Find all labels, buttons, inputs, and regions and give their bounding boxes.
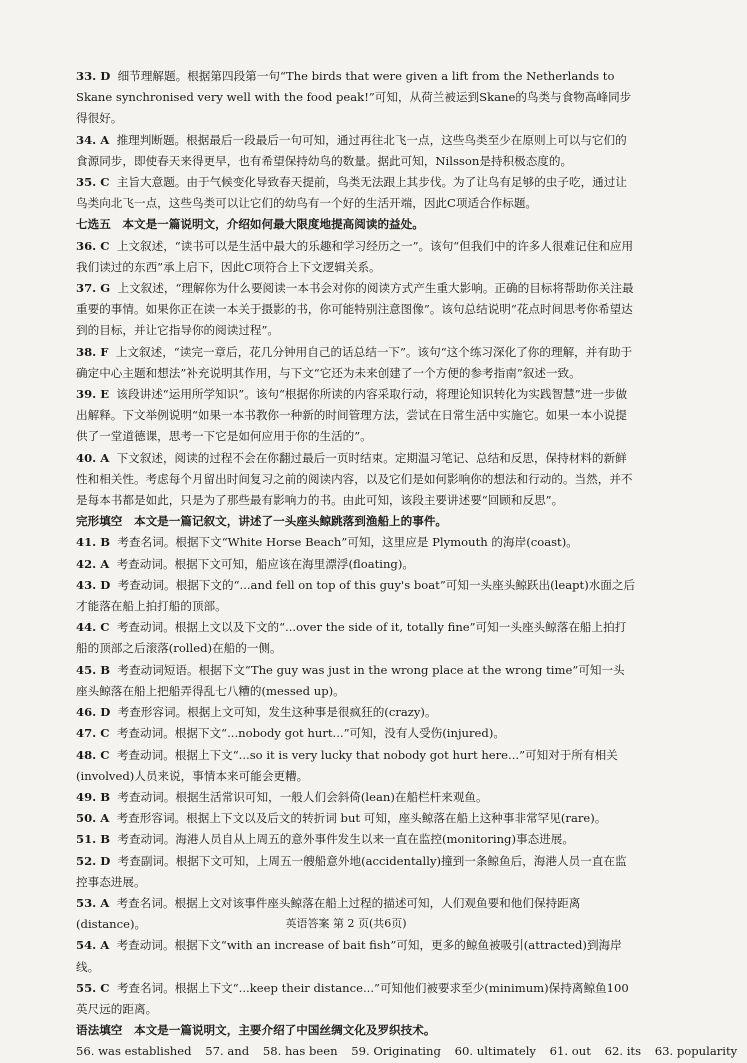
answer-entry: 55. C 考查名词。根据上下文“...keep their distance...”可知他们被要求至少(minimum)保持离鲸鱼100英尺远的距离。 — [76, 980, 629, 1016]
section-heading-grammar-fill: 语法填空 本文是一篇说明文，主要介绍了中国丝绸文化及罗织技术。 — [76, 1023, 436, 1038]
answer-entry: 43. D 考查动词。根据下文的“...and fell on top of this guy's boat”可知一头座头鲸跃出(leapt)水面之后才能落在船上拍打船的顶部。 — [76, 577, 636, 614]
page-footer: 英语答案 第 2 页(共6页) — [285, 917, 407, 930]
grammar-answer: 60. ultimately — [454, 1044, 536, 1059]
grammar-answer: 62. its — [604, 1044, 642, 1059]
grammar-answer: 63. popularity — [654, 1044, 738, 1059]
answer-entry: 42. A 考查动词。根据下文可知，船应该在海里漂浮(floating)。 — [76, 556, 414, 571]
answer-entry: 50. A 考查形容词。根据上下文以及后文的转折词 but 可知，座头鲸落在船上这种事非常罕见(rare)。 — [76, 811, 607, 826]
answer-entry: 49. B 考查动词。根据生活常识可知，一般人们会斜倚(lean)在船栏杆来观鱼。 — [76, 789, 488, 804]
answer-entry: 46. D 考查形容词。根据上文可知，发生这种事是很疯狂的(crazy)。 — [76, 705, 437, 720]
answer-entry: 44. C 考查动词。根据上文以及下文的“...over the side of it, totally fine”可知一头座头鲸落在船上拍打船的顶部之后滚落(rolled)在船的一侧。 — [76, 620, 627, 656]
answer-entry: 38. F 上文叙述，“读完一章后，花几分钟用自己的话总结一下”。该句“这个练习深化了你的理解，并有助于确定中心主题和想法”补充说明其作用，与下文“它还为未来创建了一个方便的参考指南”叙述一致。 — [76, 344, 633, 380]
answer-entry: 51. B 考查动词。海港人员自从上周五的意外事件发生以来一直在监控(monitoring)事态进展。 — [76, 832, 574, 847]
answer-entry: 48. C 考查动词。根据上下文“...so it is very lucky that nobody got hurt here...”可知对于所有相关(involved)人员来说，事情本来可能会更糟。 — [76, 747, 618, 783]
answer-entry: 34. A 推理判断题。根据最后一段最后一句可知，通过再往北飞一点，这些鸟类至少在原则上可以与它们的食源同步，即使春天来得更早，也有希望保持幼鸟的数量。据此可知，Nilsson是持积极态度的。 — [76, 132, 627, 168]
grammar-answers — [76, 1041, 738, 1062]
entries-group-2 — [76, 236, 636, 512]
answer-entry: 35. C 主旨大意题。由于气候变化导致春天提前，鸟类无法跟上其步伐。为了让鸟有足够的虫子吃，通过让鸟类向北飞一点，这些鸟类可以让它们的幼鸟有一个好的生活开端，因此C项适合作标题。 — [76, 175, 627, 211]
answer-entry: 53. A 考查名词。根据上文对该事件座头鲸落在船上过程的描述可知，人们观鱼要和他们保持距离(distance)。 — [76, 895, 581, 932]
answer-entry: 40. A 下文叙述，阅读的过程不会在你翻过最后一页时结束。定期温习笔记、总结和反思，保持材料的新鲜性和相关性。考虑每个月留出时间复习之前的阅读内容，以及它们是如何影响你的想法和行动的。当然，并不是每本书都是如此，只是为了那些最有影响力的书。由此可知，该段主要讲述要“回顾和反思”。 — [76, 450, 633, 508]
answer-entry: 54. A 考查动词。根据下文“with an increase of bait fish”可知，更多的鲸鱼被吸引(attracted)到海岸线。 — [76, 938, 622, 974]
entries-group-1 — [76, 66, 636, 214]
answer-entry: 36. C 上文叙述，“读书可以是生活中最大的乐趣和学习经历之一”。该句“但我们中的许多人很难记住和应用我们读过的东西”承上启下，因此C项符合上下文逻辑关系。 — [76, 238, 634, 274]
entries-group-3 — [76, 532, 636, 1020]
grammar-answer: 57. and — [205, 1044, 250, 1059]
answer-entry: 37. G 上文叙述，“理解你为什么要阅读一本书会对你的阅读方式产生重大影响。正确的目标将帮助你关注最重要的事情。如果你正在读一本关于摄影的书，你可能特别注意图像”。该句总结说明“花点时间思考你希望达到的目标，并让它指导你的阅读过程”。 — [76, 281, 634, 338]
grammar-answer: 59. Originating — [351, 1044, 441, 1059]
section-heading-cloze: 完形填空 本文是一篇记叙文，讲述了一头座头鲸跳落到渔船上的事件。 — [76, 514, 448, 529]
section-heading-seven-choose-five: 七选五 本文是一篇说明文，介绍如何最大限度地提高阅读的益处。 — [76, 217, 424, 232]
answer-entry: 52. D 考查副词。根据下文可知，上周五一艘船意外地(accidentally)撞到一条鲸鱼后，海港人员一直在监控事态进展。 — [76, 853, 627, 889]
answer-entry: 45. B 考查动词短语。根据下文“The guy was just in the wrong place at the wrong time”可知一头座头鲸落在船上把船弄得乱七八糟的(messed up)。 — [76, 662, 625, 698]
answer-entry: 41. B 考查名词。根据下文“White Horse Beach”可知，这里应是 Plymouth 的海岸(coast)。 — [76, 535, 578, 550]
answer-entry: 33. D 细节理解题。根据第四段第一句“The birds that were given a lift from the Netherlands to Skane synchronised very well with the food peak!”可知，从荷兰被运到Skane的鸟类与食物高峰同步得很好。 — [76, 69, 632, 126]
grammar-answer: 56. was established — [76, 1044, 192, 1059]
grammar-answer: 61. out — [549, 1044, 591, 1059]
grammar-answer: 58. has been — [262, 1044, 338, 1059]
answer-entry: 47. C 考查动词。根据下文“...nobody got hurt...”可知，没有人受伤(injured)。 — [76, 726, 505, 741]
answer-entry: 39. E 该段讲述“运用所学知识”。该句“根据你所读的内容采取行动，将理论知识转化为实践智慧”进一步做出解释。下文举例说明“如果一本书教你一种新的时间管理方法，尝试在日常生活中实施它。如果一本小说提供了一堂道德课，思考一下它是如何应用于你的生活的”。 — [76, 387, 628, 444]
